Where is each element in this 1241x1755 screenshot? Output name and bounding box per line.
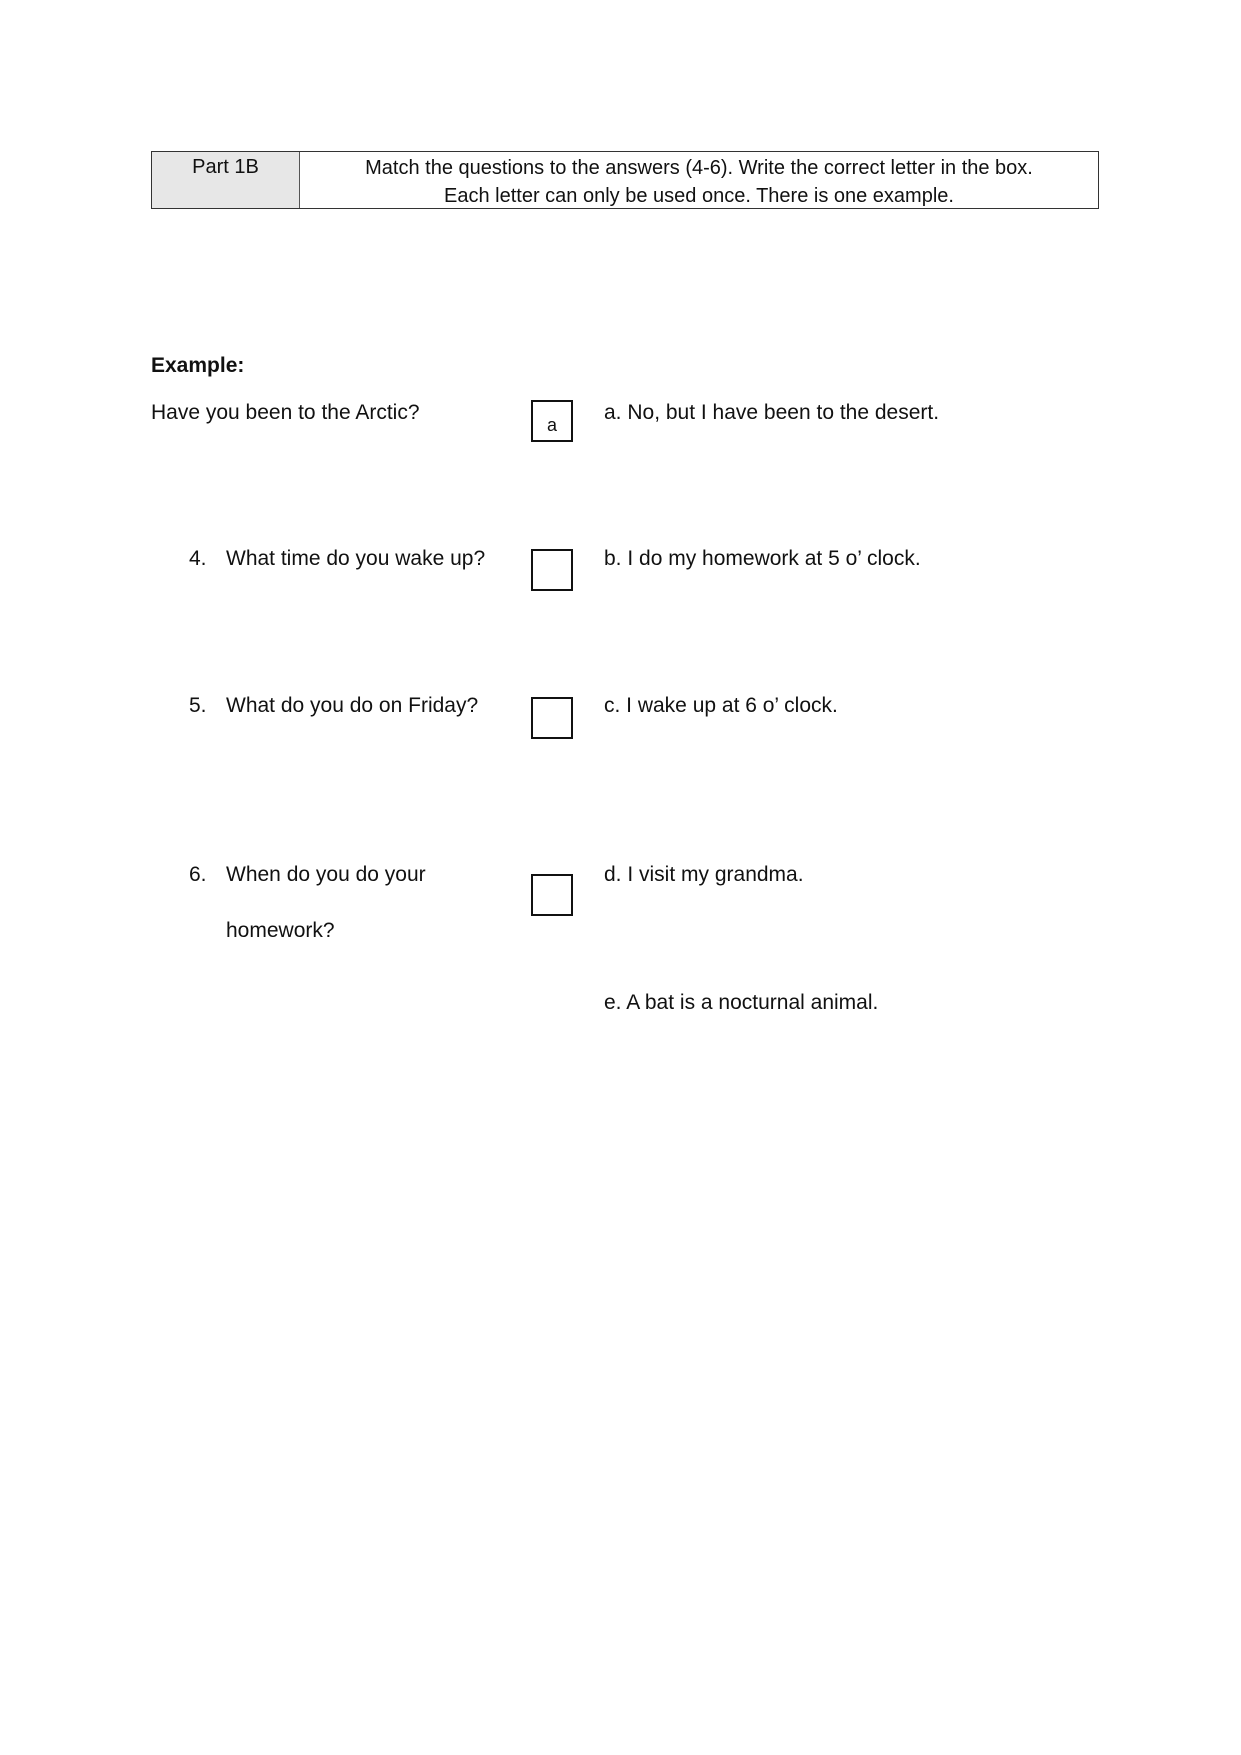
question-4-text: What time do you wake up? [226, 547, 486, 570]
question-5-number: 5. [189, 694, 207, 717]
answer-d: d. I visit my grandma. [604, 863, 804, 886]
example-heading: Example: [151, 354, 245, 377]
question-4-number: 4. [189, 547, 207, 570]
answer-e: e. A bat is a nocturnal animal. [604, 991, 879, 1014]
question-6-text-line1: When do you do your [226, 863, 426, 886]
answer-b: b. I do my homework at 5 o’ clock. [604, 547, 921, 570]
question-5-answer-box[interactable] [531, 697, 573, 739]
example-answer-box: a [531, 400, 573, 442]
instructions-table [151, 151, 1099, 209]
instruction-line-1: Match the questions to the answers (4-6). Write the correct letter in the box. [365, 157, 1033, 179]
part-label: Part 1B [152, 152, 300, 208]
instruction-line-2: Each letter can only be used once. There is one example. [444, 185, 954, 207]
question-6-text-line2: homework? [226, 919, 335, 942]
question-4-answer-box[interactable] [531, 549, 573, 591]
question-6-answer-box[interactable] [531, 874, 573, 916]
answer-a: a. No, but I have been to the desert. [604, 401, 940, 424]
example-question: Have you been to the Arctic? [151, 401, 420, 424]
instructions-cell [300, 152, 1098, 208]
question-6-number: 6. [189, 863, 207, 886]
question-5-text: What do you do on Friday? [226, 694, 479, 717]
answer-c: c. I wake up at 6 o’ clock. [604, 694, 838, 717]
